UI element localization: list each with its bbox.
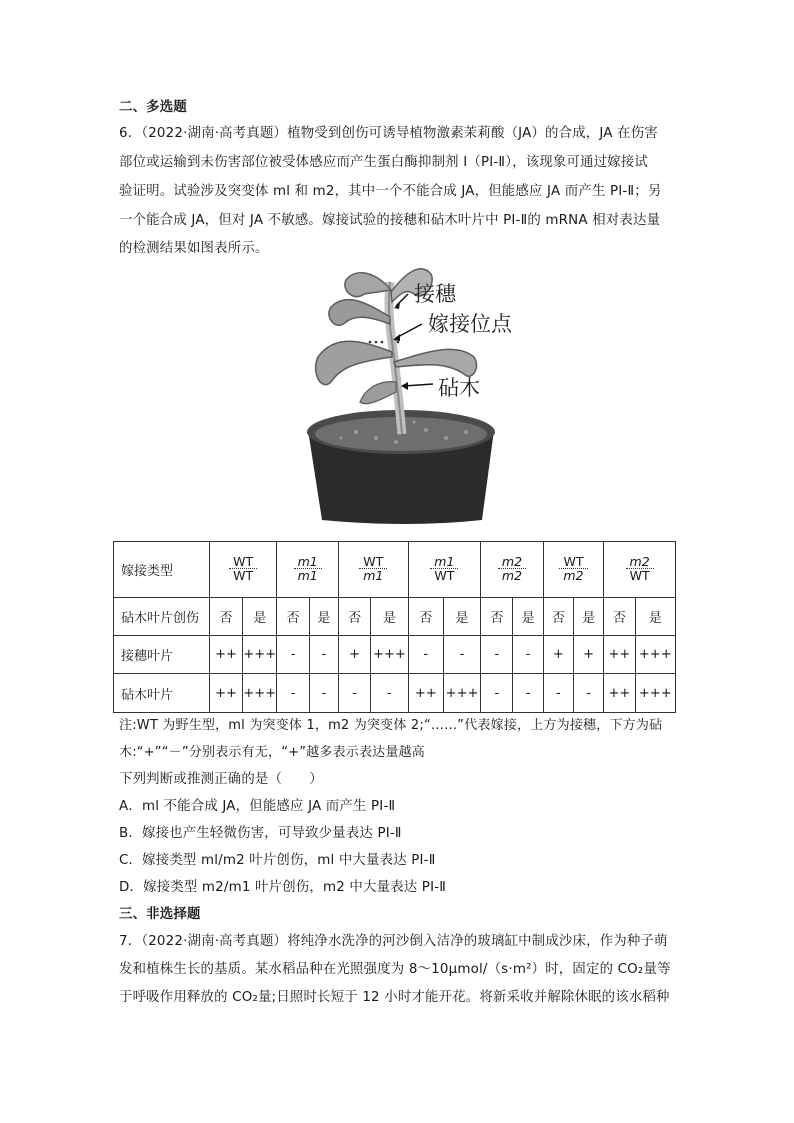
table-cell: + <box>338 636 370 674</box>
table-cell: 否 <box>604 598 635 636</box>
graft-type-cell: $\frac{m1}{m1}$ <box>277 542 339 598</box>
q6-line: 验证明。试验涉及突变体 ml 和 m2，其中一个不能合成 JA，但能感应 JA 而产生 PI-Ⅱ；另 <box>119 184 662 199</box>
option-b: B．嫁接也产生轻微伤害，可导致少量表达 PI-Ⅱ <box>119 826 402 841</box>
graft-type-cell: $\frac{WT}{m2}$ <box>543 542 604 598</box>
table-cell: ++ <box>209 636 242 674</box>
table-cell: ++ <box>408 674 443 713</box>
table-cell: +++ <box>635 636 675 674</box>
row-label-wound: 砧木叶片创伤 <box>114 598 210 636</box>
q7-line: 发和植株生长的基质。某水稻品种在光照强度为 8～10μmol/（s·m²）时，固定的 CO₂量等 <box>119 962 671 977</box>
table-cell: 是 <box>573 598 603 636</box>
note-line: 注:WT 为野生型，ml 为突变体 1，m2 为突变体 2;“……”代表嫁接，上方为接穗，下方为砧 <box>119 718 663 733</box>
q7-line: 7．（2022·湖南·高考真题）将纯净水洗净的河沙倒入洁净的玻璃缸中制成沙床，作为种子萌 <box>119 934 668 949</box>
table-cell: ++ <box>604 636 635 674</box>
row-label-graft-type: 嫁接类型 <box>114 542 210 598</box>
table-cell: +++ <box>635 674 675 713</box>
plant-in-pot-illustration <box>296 262 518 524</box>
table-cell: 否 <box>209 598 242 636</box>
table-cell: + <box>573 636 603 674</box>
label-rootstock: 砧木 <box>438 376 480 400</box>
graft-type-cell: $\frac{WT}{WT}$ <box>209 542 277 598</box>
table-cell: 是 <box>513 598 543 636</box>
table-cell: +++ <box>371 636 408 674</box>
table-cell: - <box>309 674 338 713</box>
table-cell: 是 <box>443 598 480 636</box>
q6-line: 6．（2022·湖南·高考真题）植物受到创伤可诱导植物激素茉莉酸（JA）的合成，JA 在伤害 <box>119 126 658 141</box>
table-row-rootstock-leaf <box>114 674 676 713</box>
table-cell: - <box>309 636 338 674</box>
section-title-non-choice: 三、非选择题 <box>119 907 201 922</box>
table-cell: - <box>443 636 480 674</box>
note-line: 木:“+”“－”分别表示有无，“+”越多表示表达量越高 <box>119 745 425 760</box>
table-cell: 否 <box>543 598 573 636</box>
graft-type-cell: $\frac{m2}{WT}$ <box>604 542 676 598</box>
table-cell: 是 <box>309 598 338 636</box>
table-cell: - <box>408 636 443 674</box>
graft-type-cell: $\frac{m1}{WT}$ <box>408 542 481 598</box>
table-cell: - <box>277 636 309 674</box>
table-cell: +++ <box>243 674 277 713</box>
question-prompt: 下列判断或推测正确的是（ ） <box>119 772 323 787</box>
table-cell: - <box>513 674 543 713</box>
graft-type-cell: $\frac{WT}{m1}$ <box>338 542 408 598</box>
option-d: D．嫁接类型 m2/m1 叶片创伤，m2 中大量表达 PI-Ⅱ <box>119 880 447 895</box>
table-cell: - <box>543 674 573 713</box>
table-cell: 否 <box>481 598 513 636</box>
table-cell: +++ <box>443 674 480 713</box>
table-cell: - <box>573 674 603 713</box>
section-title-multiple-choice: 二、多选题 <box>119 100 187 115</box>
table-cell: - <box>481 674 513 713</box>
table-row-scion-leaf <box>114 636 676 674</box>
table-cell: 否 <box>338 598 370 636</box>
q6-line: 部位或运输到未伤害部位被受体感应而产生蛋白酶抑制剂 I（PI-Ⅱ），该现象可通过嫁接试 <box>119 155 649 170</box>
table-row-wound <box>114 598 676 636</box>
table-cell: 是 <box>635 598 675 636</box>
table-cell: - <box>338 674 370 713</box>
table-cell: 否 <box>277 598 309 636</box>
option-c: C．嫁接类型 ml/m2 叶片创伤，ml 中大量表达 PI-Ⅱ <box>119 853 436 868</box>
graft-type-cell: $\frac{m2}{m2}$ <box>481 542 544 598</box>
label-scion: 接穗 <box>414 282 456 306</box>
grafting-results-table <box>113 541 676 713</box>
table-cell: - <box>277 674 309 713</box>
grafted-plant-figure <box>296 262 518 524</box>
option-a: A．ml 不能合成 JA，但能感应 JA 而产生 PI-Ⅱ <box>119 799 396 814</box>
table-cell: + <box>543 636 573 674</box>
table-cell: +++ <box>243 636 277 674</box>
table-cell: ++ <box>604 674 635 713</box>
row-label-scion-leaf: 接穗叶片 <box>114 636 210 674</box>
rootstock-arrow <box>404 384 433 386</box>
table-cell: 是 <box>371 598 408 636</box>
q7-line: 于呼吸作用释放的 CO₂量;日照时长短于 12 小时才能开花。将新采收并解除休眠的该水稻种 <box>119 990 670 1005</box>
table-cell: 是 <box>243 598 277 636</box>
table-cell: - <box>513 636 543 674</box>
table-cell: - <box>371 674 408 713</box>
table-cell: 否 <box>408 598 443 636</box>
label-graft-point: 嫁接位点 <box>428 312 512 336</box>
q6-line: 的检测结果如图表所示。 <box>119 241 269 256</box>
table-cell: - <box>481 636 513 674</box>
q6-line: 一个能合成 JA，但对 JA 不敏感。嫁接试验的接穗和砧木叶片中 PI-Ⅱ的 mRNA 相对表达量 <box>119 213 661 228</box>
table-row-graft-type <box>114 542 676 598</box>
table-cell: ++ <box>209 674 242 713</box>
row-label-rootstock-leaf: 砧木叶片 <box>114 674 210 713</box>
